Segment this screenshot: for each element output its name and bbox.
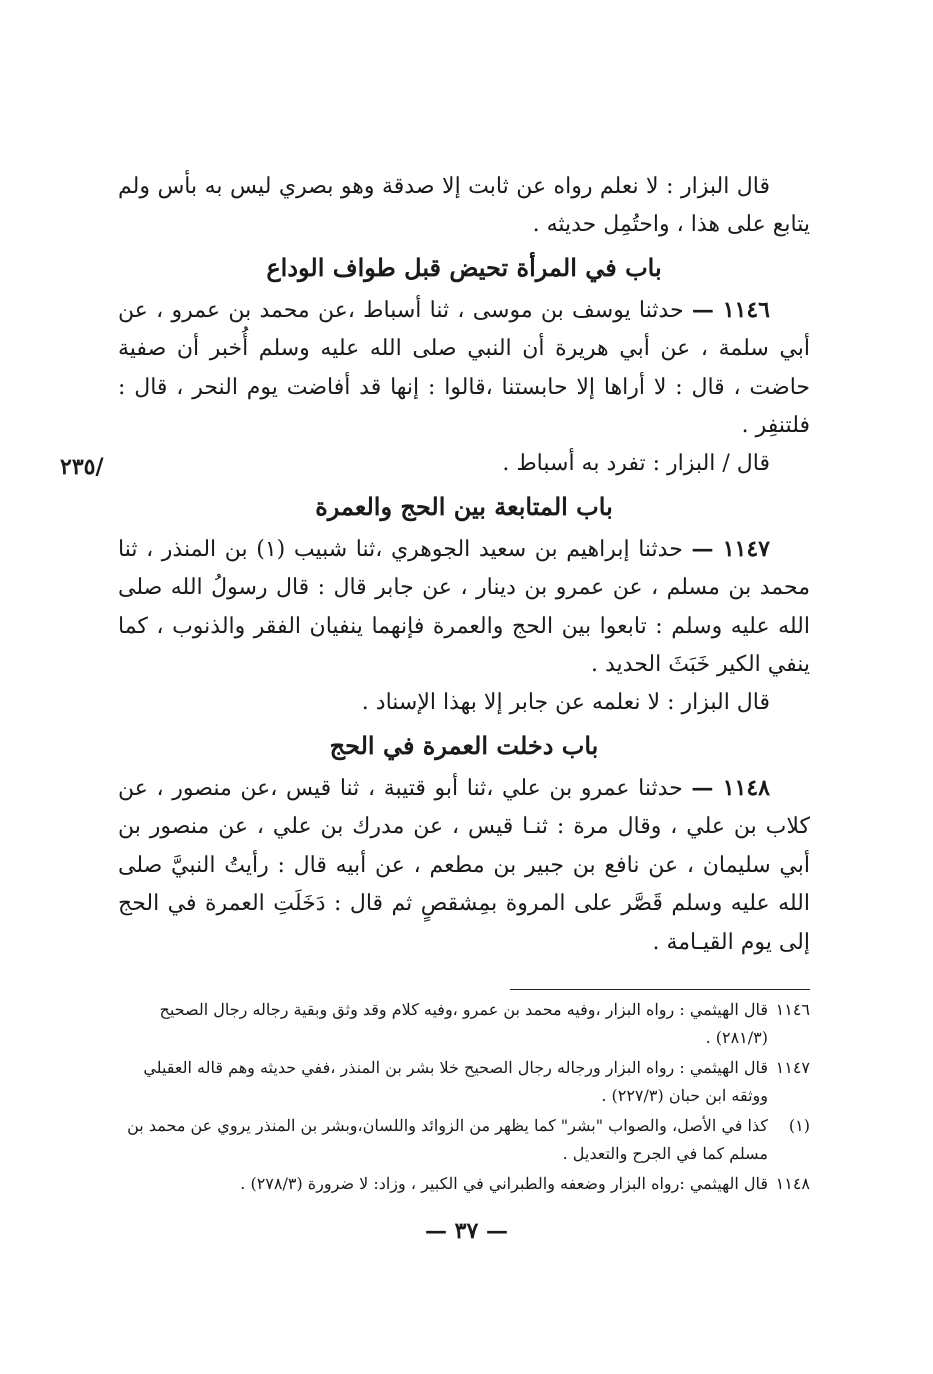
footnote-text: قال الهيثمي :رواه البزار وضعفه والطبراني في الكبير ، وزاد: لا ضرورة (٢٧٨/٣) . — [240, 1174, 768, 1193]
hadith-text: حدثنا إبراهيم بن سعيد الجوهري ،ثنا شبيب (١) بن المنذر ، ثنا محمد بن مسلم ، عن عمرو بن دينار ، عن جابر قال : قال رسولُ الله صلى الله عليه وسلم : تابعوا بين الحج والعمرة فإنهما ينفيان الفقر والذنوب ، كما ينفي الكير خَبَثَ الحديد . — [118, 536, 810, 678]
footnote-item — [118, 996, 810, 1052]
hadith-number: ١١٤٦ — — [691, 296, 770, 323]
hadith-1146 — [118, 291, 810, 446]
footnote-number: ١١٤٨ — [775, 1174, 810, 1193]
hadith-text: حدثنا عمرو بن علي ،ثنا أبو قتيبة ، ثنا قيس ،عن منصور ، عن كلاب بن علي ، وقال مرة : ثنـا قيس ، عن مدرك بن علي ، عن منصور بن أبي سليمان ، عن نافع بن جبير بن مطعم ، عن أبيه قال : رأيتُ النبيَّ صلى الله عليه وسلم قَصَّر على المروة بمِشقصٍ ثم قال : دَخَلَتِ العمرة في الحج إلى يوم القيـامة . — [118, 775, 810, 955]
footnote-number: ١١٤٦ — [775, 1000, 810, 1019]
hadith-1147 — [118, 530, 810, 685]
paragraph-bazzar-note-1: قال البزار : لا نعلم رواه عن ثابت إلا صدقة وهو بصري ليس به بأس ولم يتابع على هذا ، واحتُمِل حديثه . — [118, 174, 810, 238]
hadith-text: حدثنا يوسف بن موسى ، ثنا أسباط ،عن محمد بن عمرو ، عن أبي سلمة ، عن أبي هريرة أن النبي صلى الله عليه وسلم أُخبر أن صفية حاضت ، قال : لا أراها إلا حابستنا ،قالوا : إنها قد أفاضت يوم النحر ، قال : فلتنفِر . — [118, 297, 810, 439]
hadith-number: ١١٤٨ — — [691, 774, 770, 801]
paragraph-bazzar-note-2: قال / البزار : تفرد به أسباط . — [502, 451, 770, 477]
manuscript-folio-marker: /٢٣٥ — [60, 454, 104, 480]
page-number: — ٣٧ — — [425, 1218, 508, 1244]
footnotes — [118, 996, 810, 1200]
footnote-number: ١١٤٧ — [775, 1058, 810, 1077]
footnote-text: قال الهيثمي : رواه البزار ،وفيه محمد بن عمرو ،وفيه كلام وقد وثق وبقية رجاله رجال الصحيح (٢٨١/٣) . — [159, 1000, 768, 1047]
footnote-item — [118, 1112, 810, 1168]
hadith-1148 — [118, 769, 810, 962]
paragraph-bazzar-note-3: قال البزار : لا نعلمه عن جابر إلا بهذا الإسناد . — [361, 690, 770, 716]
footnote-number: (١) — [788, 1116, 810, 1135]
chapter-heading-menstruation-tawaf: باب في المرأة تحيض قبل طواف الوداع — [266, 252, 662, 282]
footnote-text: كذا في الأصل، والصواب "بشر" كما يظهر من الزوائد واللسان،وبشر بن المنذر يروي عن محمد بن مسلم كما في الجرح والتعديل . — [127, 1116, 768, 1163]
chapter-heading-umrah-entered-hajj: باب دخلت العمرة في الحج — [329, 730, 599, 760]
footnote-separator — [510, 989, 810, 990]
chapter-heading-hajj-umrah-continuity: باب المتابعة بين الحج والعمرة — [315, 491, 613, 521]
main-text — [118, 168, 810, 962]
footnote-item — [118, 1054, 810, 1110]
footnote-text: قال الهيثمي : رواه البزار ورجاله رجال الصحيح خلا بشر بن المنذر ،ففي حديثه وهم قاله العقيلي ووثقه ابن حبان (٢٢٧/٣) . — [143, 1058, 768, 1105]
hadith-number: ١١٤٧ — — [691, 535, 770, 562]
footnote-item — [118, 1170, 810, 1198]
